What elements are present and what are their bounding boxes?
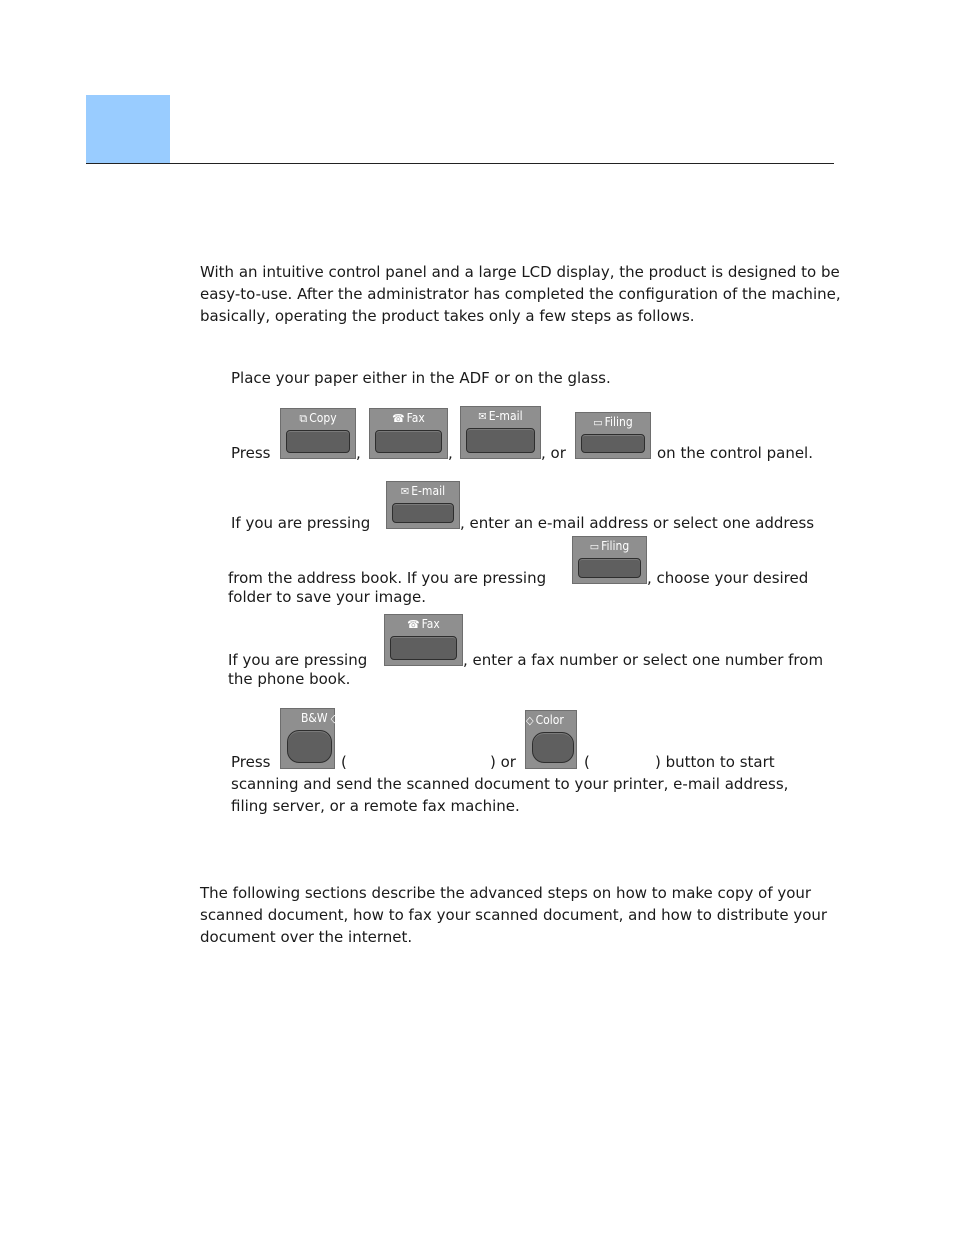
color-key: [532, 732, 574, 763]
step-4-text-b: , enter a fax number or select one number from: [463, 651, 824, 669]
filing-button-inline[interactable]: ▭ Filing: [572, 536, 647, 584]
fax-button-inline[interactable]: ☎ Fax: [384, 614, 463, 666]
email-key: [392, 503, 454, 523]
folder-icon: ▭: [589, 540, 600, 553]
step-3-text-c: from the address book. If you are pressing: [228, 569, 547, 587]
email-button-inline[interactable]: ✉ E-mail: [386, 481, 460, 529]
step-5-paren-close: ) button to start: [655, 753, 775, 771]
fax-key: [390, 636, 457, 660]
step-4-text-a: If you are pressing: [228, 651, 368, 669]
filing-key: [581, 434, 645, 453]
step-2-comma: ,: [448, 444, 453, 462]
diamond-icon: ◇: [327, 712, 339, 725]
bw-start-button[interactable]: B&W ◇: [280, 708, 335, 769]
copy-button[interactable]: ⧉ Copy: [280, 408, 356, 459]
step-5-line-3: filing server, or a remote fax machine.: [231, 797, 520, 815]
step-4-text-c: the phone book.: [228, 670, 351, 688]
fax-button[interactable]: ☎ Fax: [369, 408, 448, 459]
fax-icon: ☎: [407, 618, 420, 631]
chapter-number-block: [86, 95, 170, 164]
step-3-text-b: , enter an e-mail address or select one address: [460, 514, 815, 532]
step-5-press: Press: [231, 753, 271, 771]
header-rule: [86, 163, 834, 164]
step-5-paren-close: ) or: [490, 753, 516, 771]
step-3-text-a: If you are pressing: [231, 514, 371, 532]
step-3-text-d: , choose your desired: [647, 569, 809, 587]
diamond-icon: ◇: [526, 714, 534, 727]
step-2-comma: ,: [356, 444, 361, 462]
fax-key: [375, 430, 442, 453]
step-3-text-e: folder to save your image.: [228, 588, 427, 606]
email-button[interactable]: ✉ E-mail: [460, 406, 541, 459]
step-1-text: Place your paper either in the ADF or on the glass.: [231, 369, 611, 387]
intro-paragraph: With an intuitive control panel and a large LCD display, the product is designed to be easy-to-use. After the administrator has completed the configuration of the machine, basically, operating the product takes only a few steps as follows.: [200, 263, 841, 325]
envelope-icon: ✉: [400, 485, 410, 498]
folder-icon: ▭: [593, 416, 603, 429]
outro-paragraph: The following sections describe the advanced steps on how to make copy of your scanned document, how to fax your scanned document, and how to distribute your document over the internet.: [200, 884, 828, 946]
copy-key: [286, 430, 350, 453]
envelope-icon: ✉: [478, 410, 487, 423]
step-5-paren-open: (: [584, 753, 590, 771]
step-2-tail: on the control panel.: [657, 444, 813, 462]
step-2-press: Press: [231, 444, 271, 462]
copy-icon: ⧉: [299, 412, 308, 425]
bw-key: [287, 730, 332, 763]
color-start-button[interactable]: ◇ Color: [525, 710, 577, 769]
step-5-line-2: scanning and send the scanned document to your printer, e-mail address,: [231, 775, 789, 793]
step-2-or: , or: [541, 444, 566, 462]
fax-icon: ☎: [392, 412, 405, 425]
filing-button[interactable]: ▭ Filing: [575, 412, 651, 459]
email-key: [466, 428, 535, 453]
filing-key: [578, 558, 641, 578]
step-5-paren-open: (: [341, 753, 347, 771]
